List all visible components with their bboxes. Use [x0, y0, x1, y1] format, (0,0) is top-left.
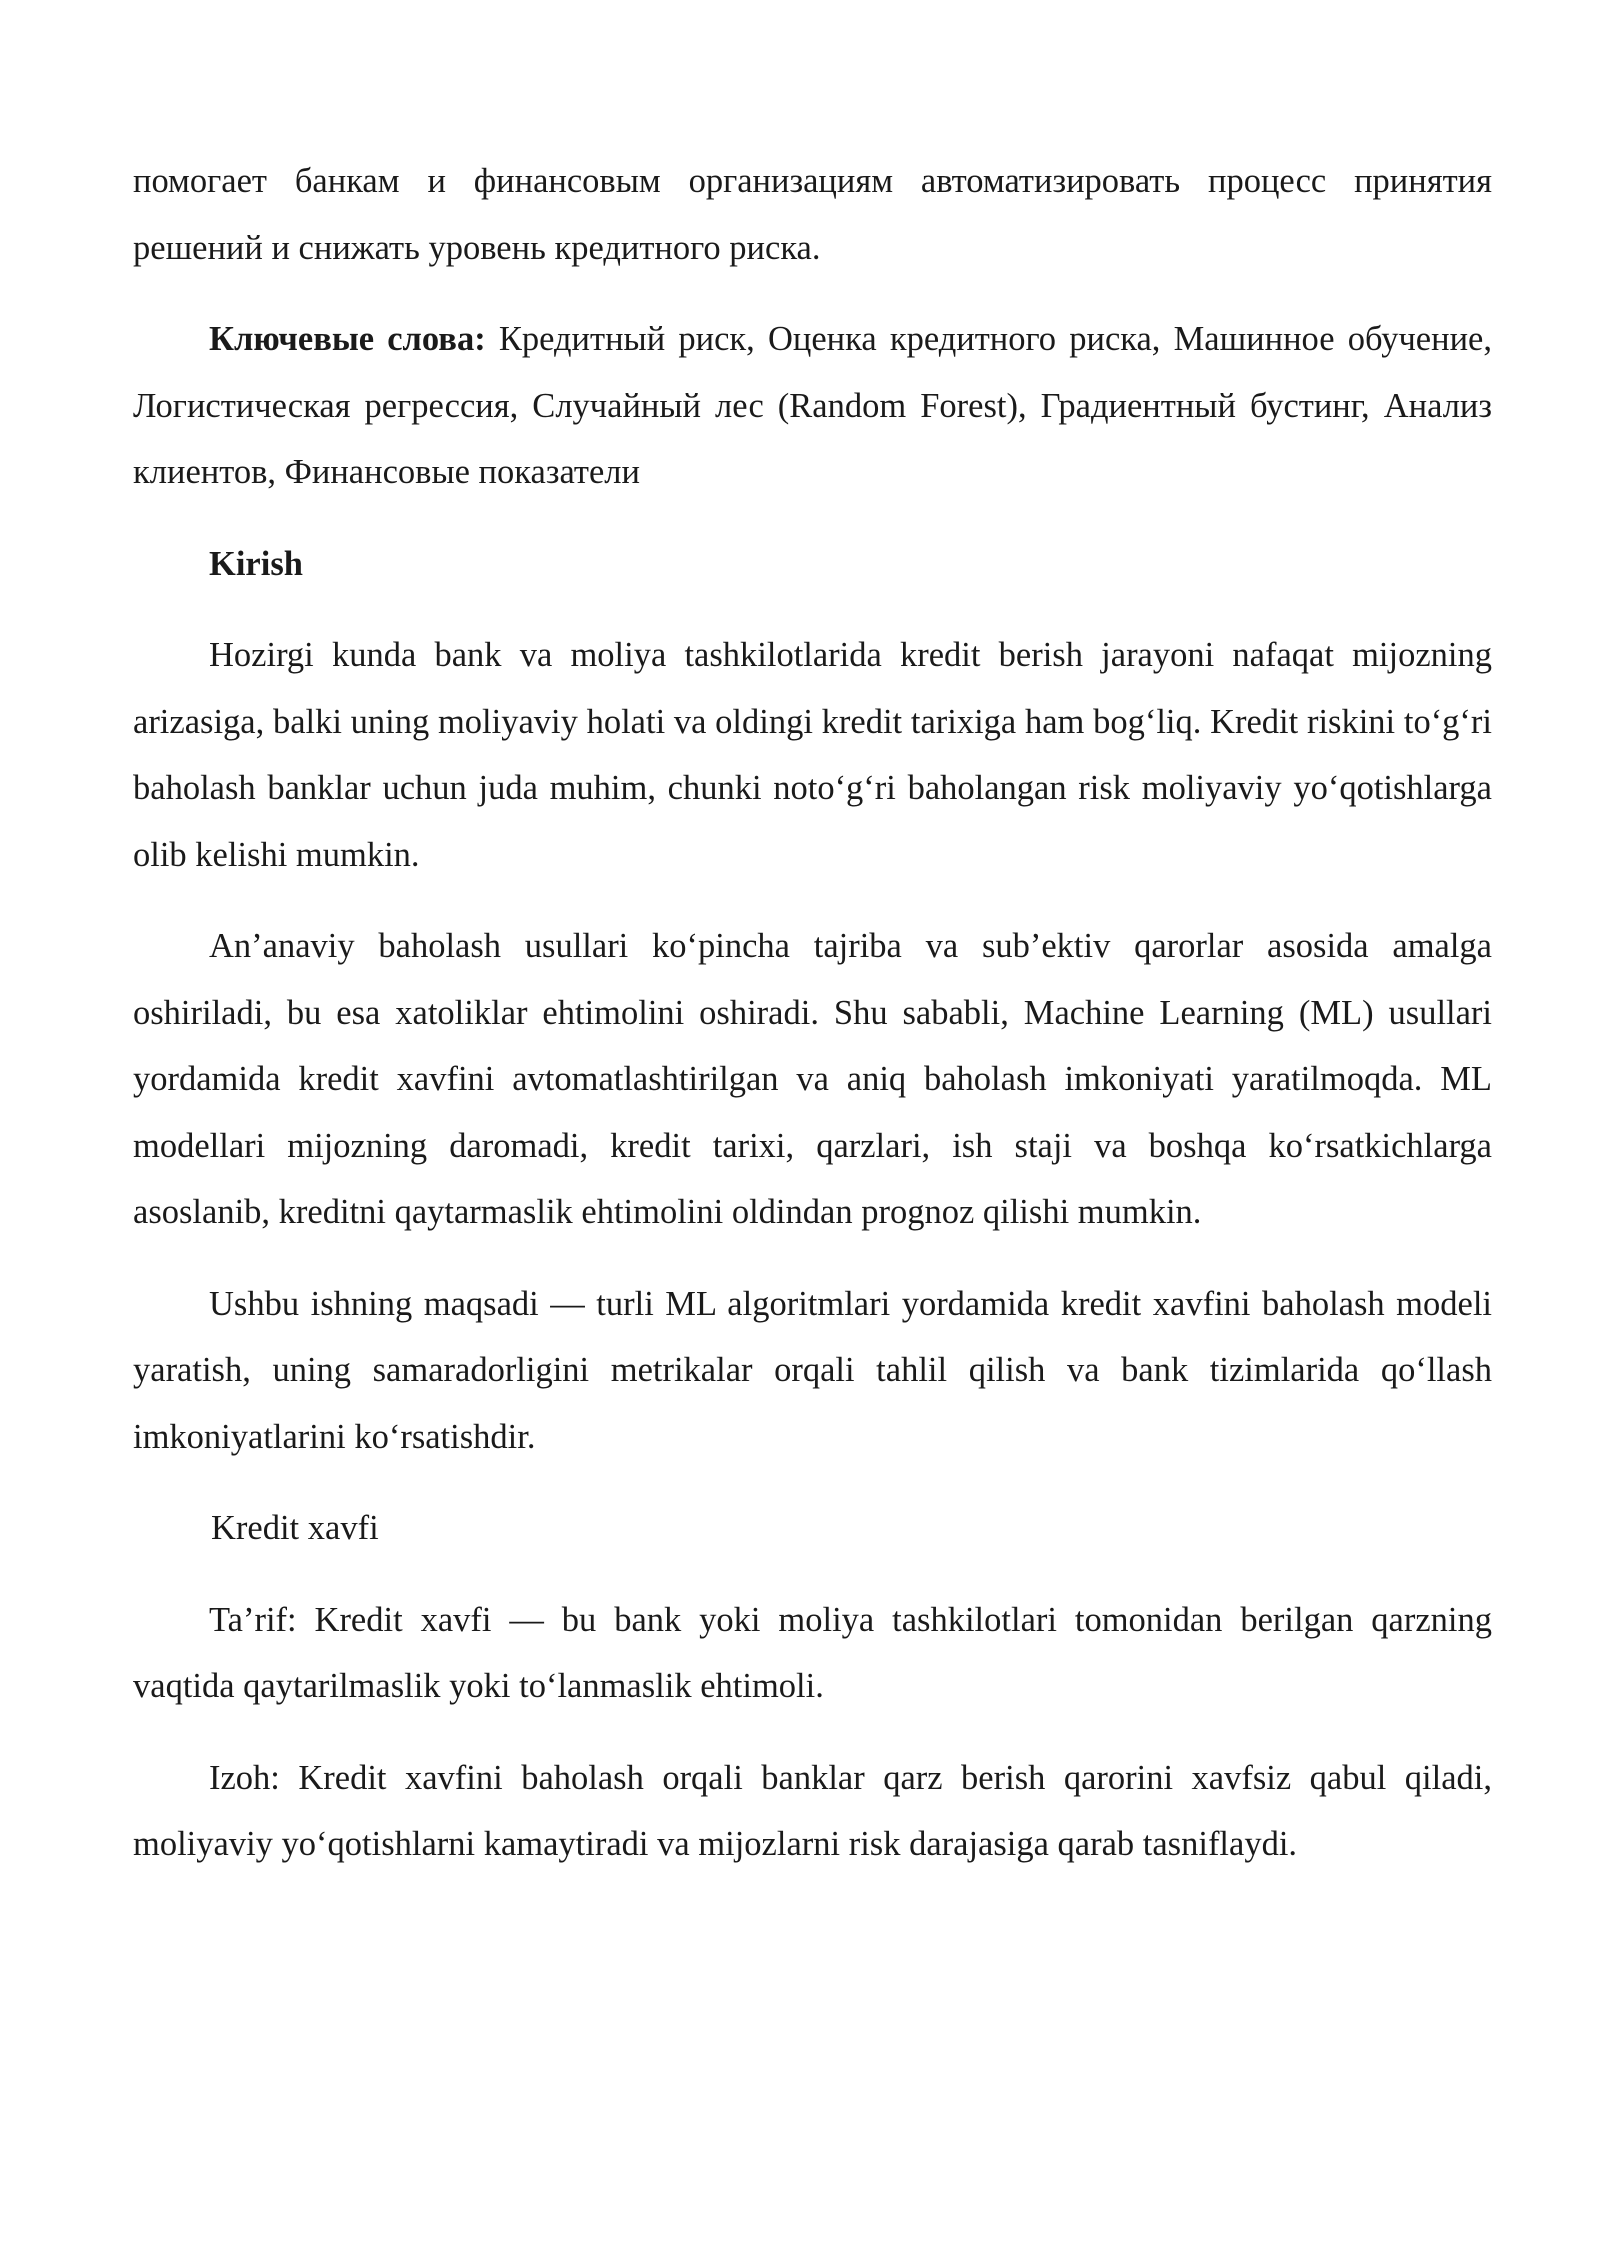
- paragraph-definition: Ta’rif: Kredit xavfi — bu bank yoki moliya tashkilotlari tomonidan berilgan qarzning vaqtida qaytarilmaslik yoki to‘lanmaslik ehtimoli.: [133, 1600, 1492, 1705]
- section-heading-kredit-xavfi: Kredit xavfi: [211, 1509, 379, 1547]
- section-heading-kirish: Kirish: [209, 544, 303, 583]
- paragraph-intro-3: Ushbu ishning maqsadi — turli ML algoritmlari yordamida kredit xavfini baholash modeli yaratish, uning samaradorligini metrikalar orqali tahlil qilish va bank tizimlarida qo‘llash imkoniyatlarini ko‘rsatishdir.: [133, 1284, 1492, 1456]
- document-page: [133, 148, 1492, 1878]
- paragraph-intro-1: Hozirgi kunda bank va moliya tashkilotlarida kredit berish jarayoni nafaqat mijozning arizasiga, balki uning moliyaviy holati va oldingi kredit tarixiga ham bog‘liq. Kredit riskini to‘g‘ri baholash banklar uchun juda muhim, chunki noto‘g‘ri baholangan risk moliyaviy yo‘qotishlarga olib kelishi mumkin.: [133, 636, 1492, 874]
- keywords-label: Ключевые слова:: [209, 320, 486, 358]
- keywords-list: Кредитный риск, Оценка кредитного риска, Машинное обучение, Логистическая регрессия, Случайный лес (Random Forest), Градиентный бустинг, Анализ клиентов, Финансовые показатели: [133, 320, 1492, 491]
- paragraph-intro-2: An’anaviy baholash usullari ko‘pincha tajriba va sub’ektiv qarorlar asosida amalga oshiriladi, bu esa xatoliklar ehtimolini oshiradi. Shu sababli, Machine Learning (ML) usullari yordamida kredit xavfini avtomatlashtirilgan va aniq baholash imkoniyati yaratilmoqda. ML modellari mijozning daromadi, kredit tarixi, qarzlari, ish staji va boshqa ko‘rsatkichlarga asoslanib, kreditni qaytarmaslik ehtimolini oldindan prognoz qilishi mumkin.: [133, 927, 1492, 1231]
- paragraph-note: Izoh: Kredit xavfini baholash orqali banklar qarz berish qarorini xavfsiz qabul qiladi, moliyaviy yo‘qotishlarni kamaytiradi va mijozlarni risk darajasiga qarab tasniflaydi.: [133, 1758, 1492, 1863]
- paragraph-abstract-continuation: помогает банкам и финансовым организациям автоматизировать процесс принятия решений и снижать уровень кредитного риска.: [133, 162, 1492, 267]
- paragraph-keywords: [133, 306, 1492, 506]
